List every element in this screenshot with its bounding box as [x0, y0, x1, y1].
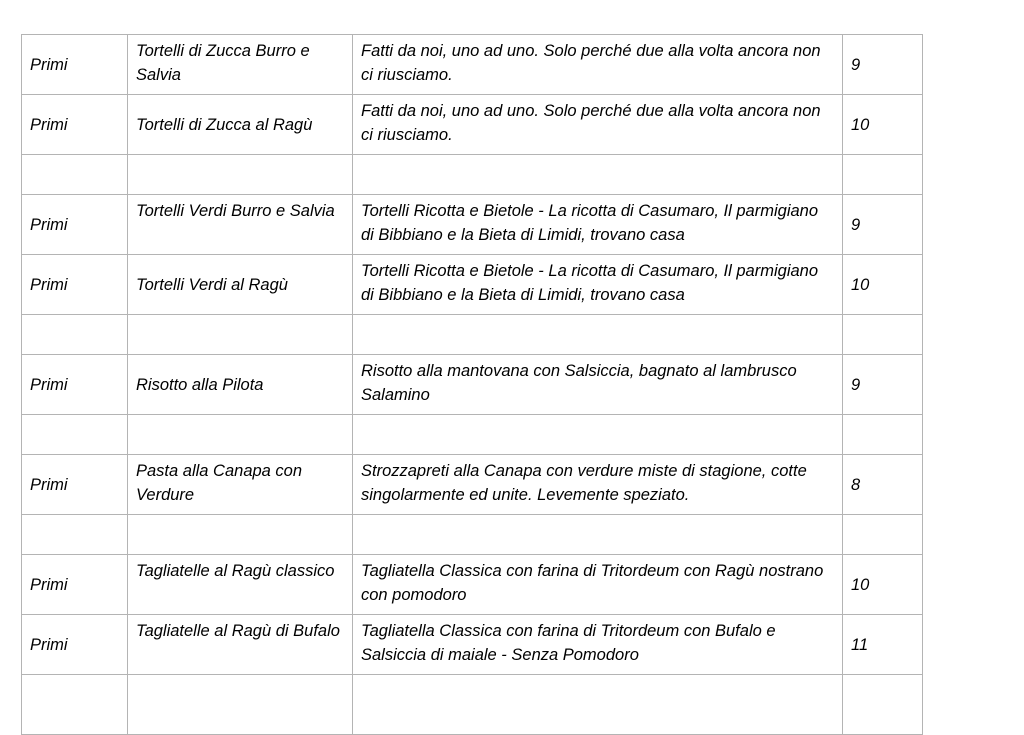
dish-name-cell: Tagliatelle al Ragù di Bufalo	[128, 615, 353, 675]
price-cell: 10	[843, 255, 923, 315]
dish-name-cell: Tagliatelle al Ragù classico	[128, 555, 353, 615]
empty-row	[22, 415, 923, 455]
description-cell: Fatti da noi, uno ad uno. Solo perché due alla volta ancora non ci riusciamo.	[353, 95, 843, 155]
table-row	[22, 255, 923, 315]
table-row	[22, 95, 923, 155]
table-row	[22, 35, 923, 95]
table-row	[22, 195, 923, 255]
price-cell: 9	[843, 355, 923, 415]
empty-row	[22, 315, 923, 355]
dish-name-cell: Tortelli Verdi al Ragù	[128, 255, 353, 315]
menu-table	[21, 34, 923, 735]
description-cell: Risotto alla mantovana con Salsiccia, bagnato al lambrusco Salamino	[353, 355, 843, 415]
empty-row	[22, 515, 923, 555]
price-cell: 8	[843, 455, 923, 515]
category-cell: Primi	[22, 95, 128, 155]
dish-name-cell: Tortelli di Zucca Burro e Salvia	[128, 35, 353, 95]
dish-name-cell: Tortelli di Zucca al Ragù	[128, 95, 353, 155]
empty-row	[22, 675, 923, 735]
category-cell: Primi	[22, 355, 128, 415]
description-cell: Tagliatella Classica con farina di Tritordeum con Bufalo e Salsiccia di maiale - Senza Pomodoro	[353, 615, 843, 675]
dish-name-cell: Risotto alla Pilota	[128, 355, 353, 415]
table-row	[22, 615, 923, 675]
category-cell: Primi	[22, 455, 128, 515]
description-cell: Tagliatella Classica con farina di Tritordeum con Ragù nostrano con pomodoro	[353, 555, 843, 615]
description-cell: Strozzapreti alla Canapa con verdure miste di stagione, cotte singolarmente ed unite. Levemente speziato.	[353, 455, 843, 515]
description-cell: Tortelli Ricotta e Bietole - La ricotta di Casumaro, Il parmigiano di Bibbiano e la Bieta di Limidi, trovano casa	[353, 255, 843, 315]
table-row	[22, 455, 923, 515]
price-cell: 10	[843, 555, 923, 615]
dish-name-cell: Tortelli Verdi Burro e Salvia	[128, 195, 353, 255]
category-cell: Primi	[22, 35, 128, 95]
table-row	[22, 355, 923, 415]
table-row	[22, 555, 923, 615]
category-cell: Primi	[22, 555, 128, 615]
empty-row	[22, 155, 923, 195]
price-cell: 11	[843, 615, 923, 675]
price-cell: 10	[843, 95, 923, 155]
category-cell: Primi	[22, 615, 128, 675]
category-cell: Primi	[22, 255, 128, 315]
category-cell: Primi	[22, 195, 128, 255]
dish-name-cell: Pasta alla Canapa con Verdure	[128, 455, 353, 515]
description-cell: Tortelli Ricotta e Bietole - La ricotta di Casumaro, Il parmigiano di Bibbiano e la Bieta di Limidi, trovano casa	[353, 195, 843, 255]
description-cell: Fatti da noi, uno ad uno. Solo perché due alla volta ancora non ci riusciamo.	[353, 35, 843, 95]
price-cell: 9	[843, 195, 923, 255]
price-cell: 9	[843, 35, 923, 95]
